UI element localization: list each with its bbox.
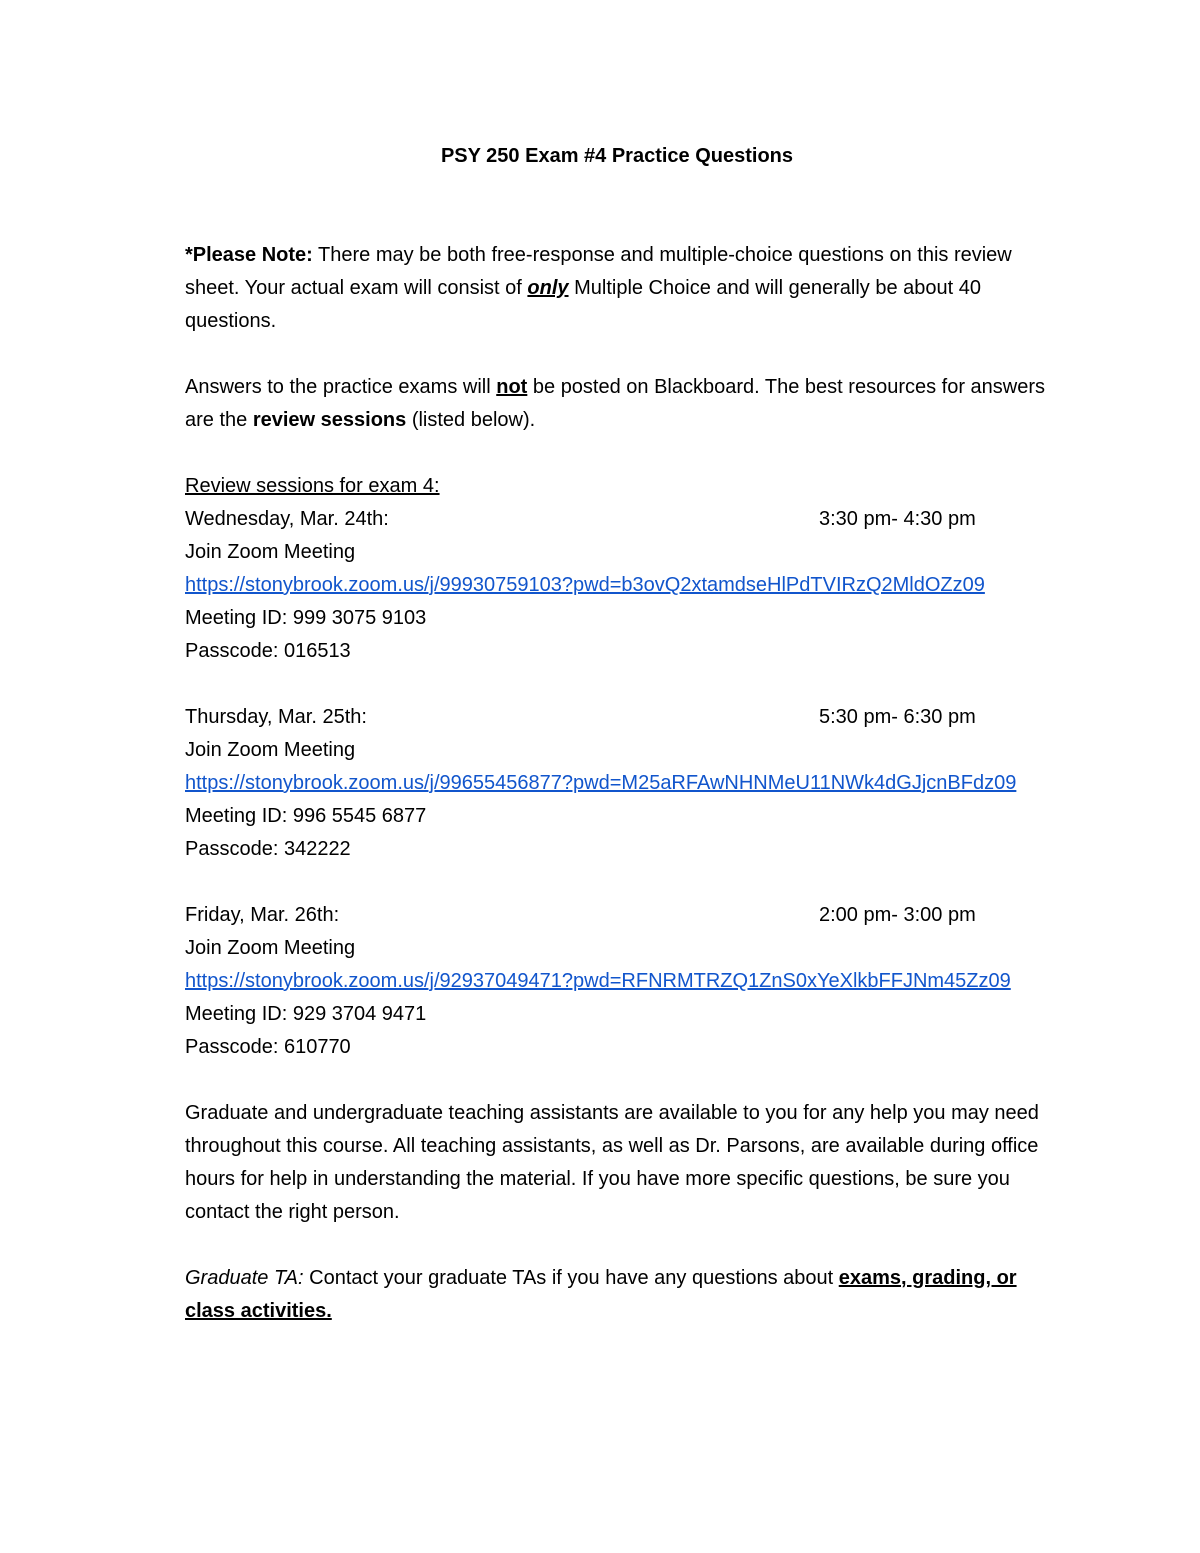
meeting-id: Meeting ID: 996 5545 6877 bbox=[185, 805, 427, 827]
document-page bbox=[185, 140, 1065, 1328]
graduate-ta-emphasis: exams, grading, or class activities. bbox=[185, 1267, 1017, 1322]
join-zoom-label: Join Zoom Meeting bbox=[185, 937, 356, 959]
session-header bbox=[185, 899, 1065, 932]
answers-text-2: be posted on Blackboard. The best resources for answers are the bbox=[185, 376, 1046, 431]
session-time: 3:30 pm- 4:30 pm bbox=[819, 508, 976, 530]
please-note-text-2: Multiple Choice and will generally be about 40 questions. bbox=[185, 277, 982, 332]
answers-emphasis: not bbox=[496, 376, 528, 398]
answers-paragraph bbox=[185, 371, 1065, 437]
passcode: Passcode: 016513 bbox=[185, 640, 351, 662]
graduate-ta-paragraph bbox=[185, 1262, 1065, 1328]
please-note-paragraph bbox=[185, 239, 1065, 338]
zoom-link[interactable]: https://stonybrook.zoom.us/j/99655456877?pwd=M25aRFAwNHNMeU11NWk4dGJjcnBFdz09 bbox=[185, 772, 1017, 794]
session-friday bbox=[185, 899, 1065, 1064]
passcode: Passcode: 342222 bbox=[185, 838, 351, 860]
answers-text-3: (listed below). bbox=[406, 409, 536, 431]
please-note-label: *Please Note: bbox=[185, 244, 313, 266]
zoom-link[interactable]: https://stonybrook.zoom.us/j/92937049471?pwd=RFNRMTRZQ1ZnS0xYeXlkbFFJNm45Zz09 bbox=[185, 970, 1011, 992]
join-zoom-label: Join Zoom Meeting bbox=[185, 541, 356, 563]
graduate-ta-label: Graduate TA: bbox=[185, 1267, 304, 1289]
please-note-text-1: There may be both free-response and multiple-choice questions on this review sheet. Your actual exam will consist of bbox=[185, 244, 1012, 299]
session-day: Wednesday, Mar. 24th: bbox=[185, 508, 389, 530]
passcode: Passcode: 610770 bbox=[185, 1036, 351, 1058]
session-header bbox=[185, 701, 1065, 734]
teaching-assistants-paragraph: Graduate and undergraduate teaching assistants are available to you for any help you may need throughout this course. All teaching assistants, as well as Dr. Parsons, are available during office hours for help in understanding the material. If you have more specific questions, be sure you contact the right person. bbox=[185, 1102, 1039, 1223]
join-zoom-label: Join Zoom Meeting bbox=[185, 739, 356, 761]
session-thursday bbox=[185, 701, 1065, 866]
graduate-ta-text: Contact your graduate TAs if you have any questions about bbox=[303, 1267, 839, 1289]
zoom-link[interactable]: https://stonybrook.zoom.us/j/99930759103?pwd=b3ovQ2xtamdseHlPdTVIRzQ2MldOZz09 bbox=[185, 574, 985, 596]
session-day: Friday, Mar. 26th: bbox=[185, 904, 340, 926]
document-title: PSY 250 Exam #4 Practice Questions bbox=[440, 145, 794, 167]
session-time: 5:30 pm- 6:30 pm bbox=[819, 706, 976, 728]
session-header bbox=[185, 503, 1065, 536]
session-time: 2:00 pm- 3:00 pm bbox=[819, 904, 976, 926]
answers-bold: review sessions bbox=[252, 409, 407, 431]
please-note-emphasis: only bbox=[527, 277, 569, 299]
meeting-id: Meeting ID: 929 3704 9471 bbox=[185, 1003, 427, 1025]
session-wednesday bbox=[185, 503, 1065, 668]
answers-text-1: Answers to the practice exams will bbox=[185, 376, 497, 398]
session-day: Thursday, Mar. 25th: bbox=[185, 706, 367, 728]
review-sessions-heading: Review sessions for exam 4: bbox=[185, 475, 440, 497]
meeting-id: Meeting ID: 999 3075 9103 bbox=[185, 607, 427, 629]
